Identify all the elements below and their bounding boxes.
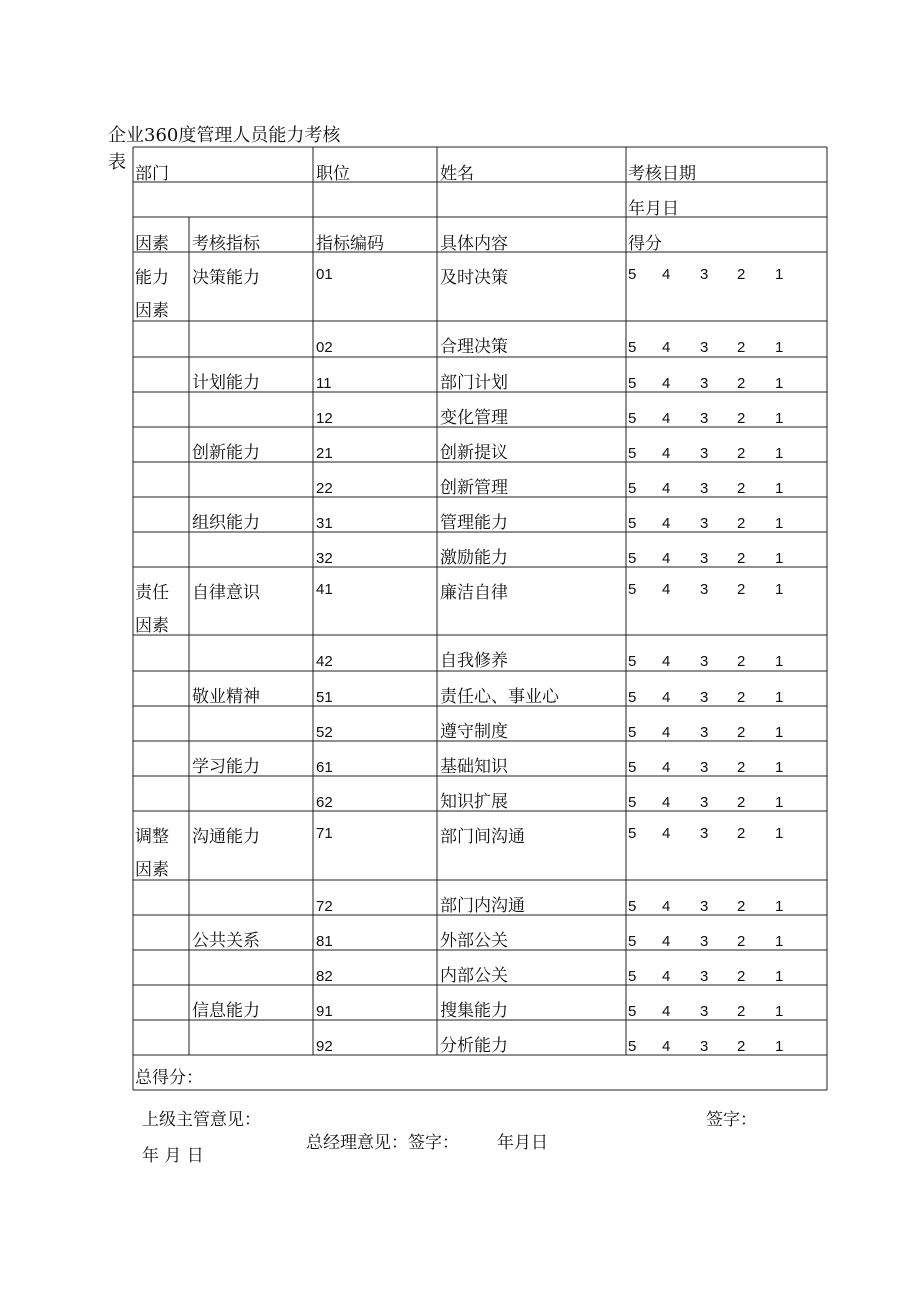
position-label: 职位 (316, 164, 350, 184)
content-cell: 创新管理 (440, 478, 508, 498)
score-option[interactable]: 2 (737, 794, 746, 811)
score-option[interactable]: 1 (775, 653, 784, 670)
score-option[interactable]: 4 (662, 515, 671, 532)
score-option[interactable]: 3 (700, 898, 709, 915)
score-option[interactable]: 4 (662, 968, 671, 985)
indicator-code: 71 (316, 825, 333, 842)
score-option[interactable]: 2 (737, 550, 746, 567)
score-option[interactable]: 4 (662, 898, 671, 915)
indicator-cell: 计划能力 (192, 373, 260, 393)
score-option[interactable]: 1 (775, 445, 784, 462)
score-option[interactable]: 1 (775, 375, 784, 392)
score-option[interactable]: 3 (700, 266, 709, 283)
score-option[interactable]: 1 (775, 410, 784, 427)
score-option[interactable]: 5 (628, 1003, 637, 1020)
score-option[interactable]: 3 (700, 724, 709, 741)
score-option[interactable]: 4 (662, 266, 671, 283)
score-option[interactable]: 2 (737, 1003, 746, 1020)
indicator-code: 11 (316, 375, 332, 392)
score-option[interactable]: 5 (628, 825, 637, 842)
score-option[interactable]: 2 (737, 968, 746, 985)
score-option[interactable]: 5 (628, 724, 637, 741)
indicator-code: 12 (316, 410, 333, 427)
score-option[interactable]: 4 (662, 724, 671, 741)
content-cell: 部门间沟通 (440, 827, 525, 847)
score-option[interactable]: 5 (628, 375, 637, 392)
content-cell: 自我修养 (440, 651, 508, 671)
score-option[interactable]: 1 (775, 1003, 784, 1020)
score-option[interactable]: 3 (700, 825, 709, 842)
indicator-code: 41 (316, 581, 333, 598)
indicator-code: 42 (316, 653, 333, 670)
form-title-line1: 企业360度管理人员能力考核 (108, 125, 341, 146)
score-option[interactable]: 1 (775, 724, 784, 741)
indicator-code: 62 (316, 794, 333, 811)
score-option[interactable]: 5 (628, 1038, 637, 1055)
content-cell: 知识扩展 (440, 792, 508, 812)
indicator-cell: 沟通能力 (192, 827, 260, 847)
indicator-code: 02 (316, 339, 333, 356)
score-option[interactable]: 5 (628, 550, 637, 567)
column-header: 得分 (628, 234, 662, 254)
score-option[interactable]: 4 (662, 445, 671, 462)
score-option[interactable]: 4 (662, 550, 671, 567)
supervisor-date: 年 月 日 (142, 1146, 204, 1166)
score-option[interactable]: 1 (775, 825, 784, 842)
date-format: 年月日 (628, 199, 679, 219)
score-option[interactable]: 2 (737, 581, 746, 598)
content-cell: 内部公关 (440, 966, 508, 986)
score-option[interactable]: 5 (628, 515, 637, 532)
score-option[interactable]: 1 (775, 933, 784, 950)
column-header: 指标编码 (316, 234, 384, 254)
content-cell: 遵守制度 (440, 722, 508, 742)
content-cell: 部门计划 (440, 373, 508, 393)
score-option[interactable]: 3 (700, 933, 709, 950)
score-option[interactable]: 2 (737, 1038, 746, 1055)
score-option[interactable]: 1 (775, 581, 784, 598)
score-option[interactable]: 3 (700, 689, 709, 706)
score-option[interactable]: 5 (628, 794, 637, 811)
dept-label: 部门 (135, 164, 169, 184)
score-option[interactable]: 1 (775, 266, 784, 283)
content-cell: 合理决策 (440, 337, 508, 357)
column-header: 因素 (135, 234, 169, 254)
score-option[interactable]: 3 (700, 410, 709, 427)
score-option[interactable]: 3 (700, 339, 709, 356)
content-cell: 外部公关 (440, 931, 508, 951)
score-option[interactable]: 2 (737, 653, 746, 670)
score-option[interactable]: 2 (737, 266, 746, 283)
score-option[interactable]: 1 (775, 759, 784, 776)
content-cell: 创新提议 (440, 443, 508, 463)
score-option[interactable]: 2 (737, 724, 746, 741)
indicator-code: 81 (316, 933, 333, 950)
score-option[interactable]: 5 (628, 653, 637, 670)
score-option[interactable]: 2 (737, 339, 746, 356)
indicator-code: 22 (316, 480, 333, 497)
score-option[interactable]: 1 (775, 515, 784, 532)
content-cell: 变化管理 (440, 408, 508, 428)
indicator-cell: 决策能力 (192, 268, 260, 288)
gm-date: 年月日 (497, 1133, 548, 1153)
indicator-code: 01 (316, 266, 333, 283)
score-option[interactable]: 1 (775, 689, 784, 706)
score-option[interactable]: 2 (737, 375, 746, 392)
score-option[interactable]: 2 (737, 933, 746, 950)
content-cell: 廉洁自律 (440, 583, 508, 603)
indicator-cell: 公共关系 (192, 931, 260, 951)
score-option[interactable]: 1 (775, 550, 784, 567)
score-option[interactable]: 4 (662, 339, 671, 356)
score-option[interactable]: 3 (700, 375, 709, 392)
score-option[interactable]: 4 (662, 689, 671, 706)
column-header: 具体内容 (440, 234, 508, 254)
score-option[interactable]: 4 (662, 480, 671, 497)
content-cell: 激励能力 (440, 548, 508, 568)
gm-opinion-label: 总经理意见：签字： (306, 1133, 459, 1153)
score-option[interactable]: 1 (775, 339, 784, 356)
factor-cell: 调整因素 (135, 827, 169, 880)
total-score-label: 总得分： (135, 1068, 203, 1088)
score-option[interactable]: 3 (700, 794, 709, 811)
score-option[interactable]: 1 (775, 480, 784, 497)
score-option[interactable]: 4 (662, 759, 671, 776)
score-option[interactable]: 5 (628, 898, 637, 915)
form-title-line2: 表 (108, 152, 126, 173)
score-option[interactable]: 2 (737, 445, 746, 462)
score-option[interactable]: 5 (628, 933, 637, 950)
score-option[interactable]: 4 (662, 1038, 671, 1055)
content-cell: 管理能力 (440, 513, 508, 533)
factor-cell: 责任因素 (135, 583, 169, 636)
score-option[interactable]: 2 (737, 898, 746, 915)
factor-cell: 能力因素 (135, 268, 169, 321)
score-option[interactable]: 3 (700, 1003, 709, 1020)
score-option[interactable]: 4 (662, 1003, 671, 1020)
score-option[interactable]: 4 (662, 410, 671, 427)
score-option[interactable]: 3 (700, 581, 709, 598)
score-option[interactable]: 1 (775, 968, 784, 985)
score-option[interactable]: 4 (662, 794, 671, 811)
indicator-cell: 学习能力 (192, 757, 260, 777)
score-option[interactable]: 2 (737, 759, 746, 776)
content-cell: 分析能力 (440, 1036, 508, 1056)
indicator-code: 61 (316, 759, 333, 776)
score-option[interactable]: 5 (628, 266, 637, 283)
score-option[interactable]: 3 (700, 653, 709, 670)
score-option[interactable]: 3 (700, 968, 709, 985)
score-option[interactable]: 2 (737, 410, 746, 427)
indicator-cell: 创新能力 (192, 443, 260, 463)
indicator-cell: 敬业精神 (192, 687, 260, 707)
indicator-code: 51 (316, 689, 333, 706)
indicator-code: 31 (316, 515, 333, 532)
indicator-cell: 信息能力 (192, 1001, 260, 1021)
supervisor-signature-label: 签字： (706, 1110, 757, 1130)
score-option[interactable]: 1 (775, 1038, 784, 1055)
indicator-code: 82 (316, 968, 333, 985)
score-option[interactable]: 4 (662, 933, 671, 950)
content-cell: 基础知识 (440, 757, 508, 777)
score-option[interactable]: 2 (737, 825, 746, 842)
score-option[interactable]: 5 (628, 581, 637, 598)
indicator-code: 52 (316, 724, 333, 741)
content-cell: 搜集能力 (440, 1001, 508, 1021)
indicator-code: 32 (316, 550, 333, 567)
score-option[interactable]: 5 (628, 410, 637, 427)
content-cell: 责任心、事业心 (440, 687, 559, 707)
score-option[interactable]: 3 (700, 515, 709, 532)
content-cell: 部门内沟通 (440, 896, 525, 916)
date-label: 考核日期 (628, 164, 696, 184)
score-option[interactable]: 5 (628, 968, 637, 985)
score-option[interactable]: 5 (628, 480, 637, 497)
score-option[interactable]: 5 (628, 689, 637, 706)
score-option[interactable]: 3 (700, 759, 709, 776)
score-option[interactable]: 2 (737, 689, 746, 706)
indicator-cell: 组织能力 (192, 513, 260, 533)
score-option[interactable]: 2 (737, 515, 746, 532)
supervisor-opinion-label: 上级主管意见： (142, 1110, 261, 1130)
indicator-cell: 自律意识 (192, 583, 260, 603)
indicator-code: 21 (316, 445, 333, 462)
name-label: 姓名 (440, 164, 474, 184)
score-option[interactable]: 4 (662, 825, 671, 842)
score-option[interactable]: 3 (700, 1038, 709, 1055)
indicator-code: 92 (316, 1038, 333, 1055)
score-option[interactable]: 2 (737, 480, 746, 497)
score-option[interactable]: 3 (700, 550, 709, 567)
score-option[interactable]: 5 (628, 759, 637, 776)
score-option[interactable]: 1 (775, 898, 784, 915)
score-option[interactable]: 4 (662, 653, 671, 670)
score-option[interactable]: 3 (700, 480, 709, 497)
score-option[interactable]: 1 (775, 794, 784, 811)
score-option[interactable]: 4 (662, 581, 671, 598)
indicator-code: 72 (316, 898, 333, 915)
score-option[interactable]: 3 (700, 445, 709, 462)
column-header: 考核指标 (192, 234, 260, 254)
content-cell: 及时决策 (440, 268, 508, 288)
score-option[interactable]: 5 (628, 339, 637, 356)
score-option[interactable]: 4 (662, 375, 671, 392)
score-option[interactable]: 5 (628, 445, 637, 462)
indicator-code: 91 (316, 1003, 333, 1020)
